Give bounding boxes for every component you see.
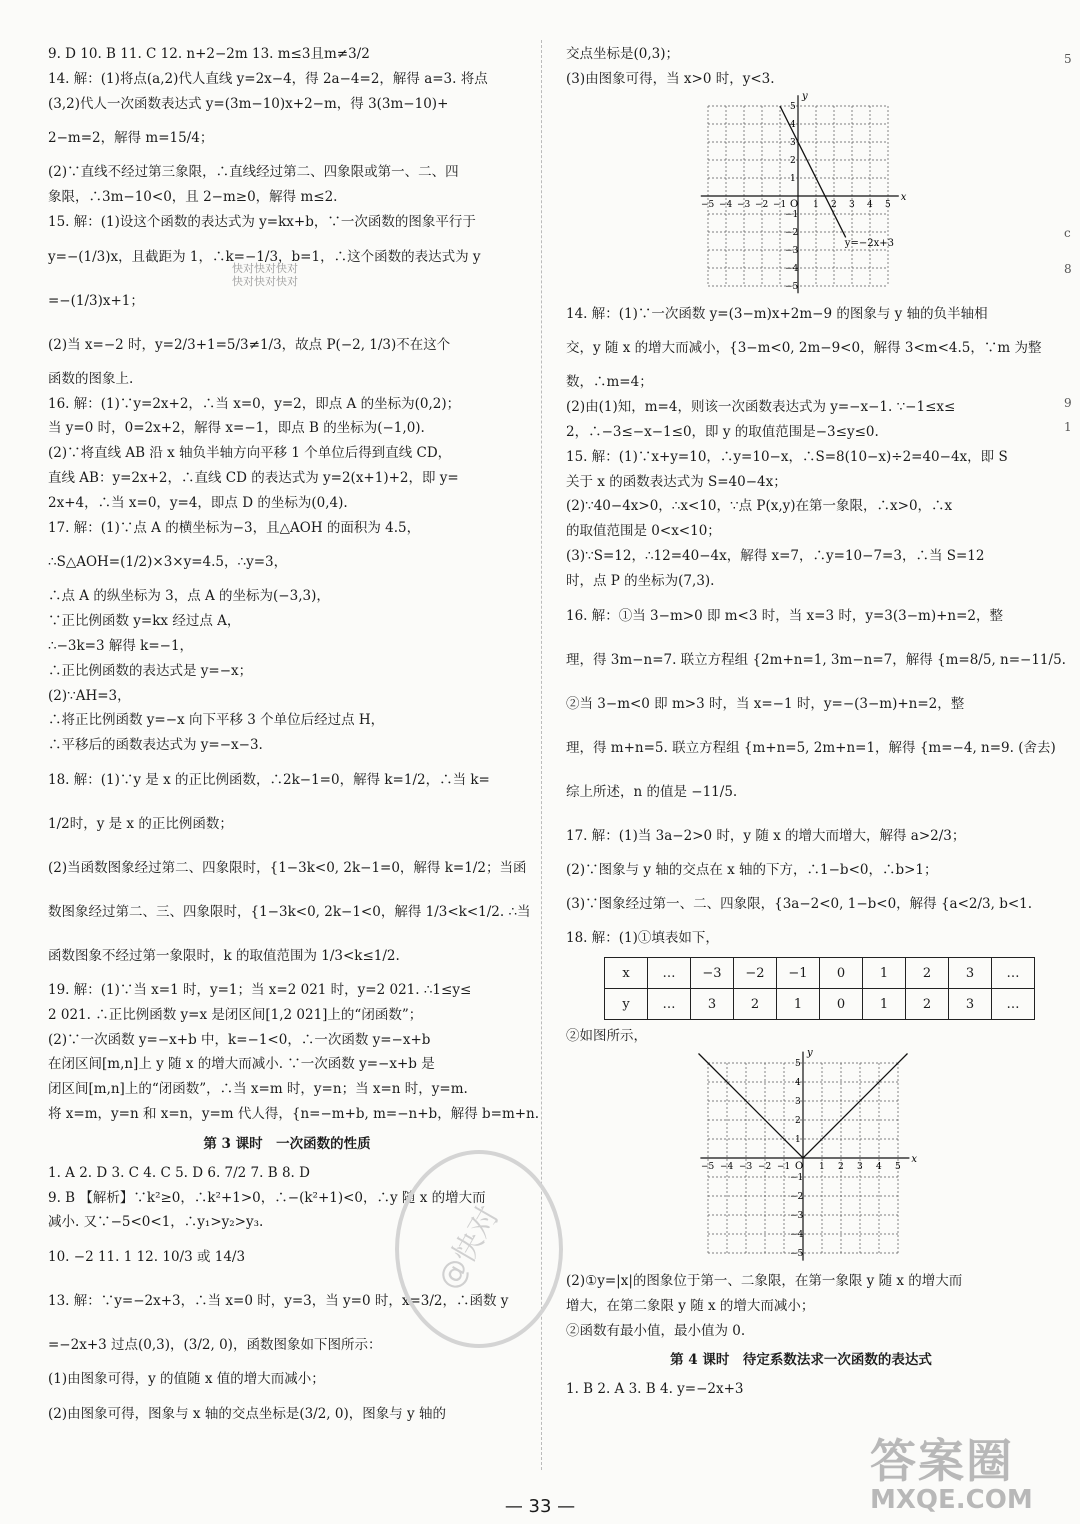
text-line: ∴平移后的函数表达式为 y=−x−3. <box>48 737 263 754</box>
text-line: ∵正比例函数 y=kx 经过点 A， <box>48 613 241 630</box>
y-axis-label: y <box>807 1047 813 1059</box>
text-line: (2)①y=|x|的图象位于第一、二象限，在第一象限 y 随 x 的增大而 <box>566 1272 963 1289</box>
x-tick-label: 3 <box>857 1161 863 1172</box>
x-tick-label: 1 <box>819 1161 825 1172</box>
text-line: 2−m=2，解得 m=15/4； <box>48 130 214 147</box>
text-line: 在闭区间[m,n]上 y 随 x 的增大而减小. ∵一次函数 y=−x+b 是 <box>48 1056 435 1073</box>
y-axis-label: y <box>802 90 808 102</box>
text-line: (2)∵图象与 y 轴的交点在 x 轴的下方，∴1−b<0，∴b>1； <box>566 861 938 878</box>
x-tick-label: 5 <box>885 199 891 210</box>
text-line: 当 y=0 时，0=2x+2，解得 x=−1，即点 B 的坐标为(−1,0). <box>48 420 425 437</box>
text-line: (2)∵直线不经过第三象限，∴直线经过第二、四象限或第一、二、四 <box>48 164 459 181</box>
text-line: (2)∵40−4x>0，∴x<10，∵点 P(x,y)在第一象限，∴x>0，∴x <box>566 498 953 515</box>
text-line: 理，得 m+n=5. 联立方程组 {m+n=5, 2m+n=1，解得 {m=−4, n=9. (舍去) <box>566 739 1056 756</box>
text-line: 闭区间[m,n]上的“闭函数”，∴当 x=m 时，y=n；当 x=n 时，y=m. <box>48 1081 468 1098</box>
line-label: y=−2x+3 <box>844 237 894 249</box>
text-line: 16. 解：(1)∵y=2x+2，∴当 x=0，y=2，即点 A 的坐标为(0,2)； <box>48 395 461 412</box>
text-line: 18. 解：(1)①填表如下， <box>566 930 719 947</box>
table-cell: 1 <box>863 989 906 1020</box>
x-tick-label: −4 <box>719 199 733 210</box>
edge-mark: 5 <box>1064 52 1072 66</box>
y-tick-label: 2 <box>790 155 796 166</box>
text-line: 增大，在第二象限 y 随 x 的增大而减小； <box>566 1297 815 1314</box>
x-axis-label: x <box>911 1153 918 1165</box>
y-tick-label: −1 <box>785 209 799 220</box>
text-line: 的取值范围是 0<x<10； <box>566 523 721 540</box>
text-line: 14. 解：(1)∵一次函数 y=(3−m)x+2m−9 的图象与 y 轴的负半轴相 <box>566 305 988 322</box>
text-line: (3)∵图象经过第一、二、四象限，{3a−2<0, 1−b<0，解得 {a<2/3, b<1. <box>566 896 1033 913</box>
text-line: 函数的图象上. <box>48 370 134 387</box>
y-tick-label: 5 <box>795 1058 801 1069</box>
edge-mark: c <box>1064 226 1071 240</box>
text-line: ∴正比例函数的表达式是 y=−x； <box>48 662 253 679</box>
text-line: (2)当函数图象经过第二、四象限时，{1−3k<0, 2k−1=0，解得 k=1/2；当函 <box>48 859 527 876</box>
table-cell: 2 <box>906 958 949 989</box>
logo-url: MXQE.COM <box>870 1485 1033 1515</box>
y-tick-label: 4 <box>790 119 796 130</box>
table-cell: … <box>648 958 691 989</box>
text-line: 交点坐标是(0,3)； <box>566 46 680 62</box>
table-cell: y <box>605 989 648 1020</box>
table-cell: −1 <box>777 958 820 989</box>
x-tick-label: −2 <box>755 199 769 210</box>
text-line: 15. 解：(1)设这个函数的表达式为 y=kx+b，∵一次函数的图象平行于 <box>48 213 476 230</box>
x-tick-label: 4 <box>876 1161 882 1172</box>
origin-label: O <box>795 1160 804 1172</box>
page-number: — 33 — <box>504 1496 576 1517</box>
text-line: 2x+4，∴当 x=0，y=4，即点 D 的坐标为(0,4). <box>48 494 348 511</box>
edge-mark: 8 <box>1064 262 1072 276</box>
text-line: 14. 解：(1)将点(a,2)代人直线 y=2x−4，得 2a−4=2，解得 a=3. 将点 <box>48 70 488 87</box>
text-line: ②当 3−m<0 即 m>3 时，当 x=−1 时，y=−(3−m)+n=2，整 <box>566 695 965 712</box>
y-tick-label: −5 <box>785 281 799 292</box>
x-tick-label: 2 <box>838 1161 844 1172</box>
y-tick-label: −4 <box>790 1229 804 1240</box>
y-tick-label: 5 <box>790 101 796 112</box>
x-tick-label: −1 <box>773 199 787 210</box>
y-tick-label: −1 <box>790 1172 804 1183</box>
x-tick-label: −3 <box>737 199 751 210</box>
left-column <box>48 42 540 1436</box>
x-tick-label: 1 <box>813 199 819 210</box>
text-line: 18. 解：(1)∵y 是 x 的正比例函数，∴2k−1=0，解得 k=1/2，∴当 k= <box>48 771 490 788</box>
table-cell: 3 <box>949 989 992 1020</box>
text-line: ∴将正比例函数 y=−x 向下平移 3 个单位后经过点 H， <box>48 712 385 729</box>
text-line: (2)∵一次函数 y=−x+b 中，k=−1<0，∴一次函数 y=−x+b <box>48 1031 431 1048</box>
values-table-wrap <box>604 957 1036 1020</box>
x-tick-label: 4 <box>867 199 873 210</box>
text-line: (3)∵S=12，∴12=40−4x，解得 x=7，∴y=10−7=3，∴当 S=12 <box>566 547 985 564</box>
y-tick-label: 1 <box>795 1134 801 1145</box>
watermark-text: 快对快对快对 <box>232 275 298 288</box>
text-line: 理，得 3m−n=7. 联立方程组 {2m+n=1, 3m−n=7，解得 {m=8/5, n=−11/5. <box>566 651 1066 668</box>
x-tick-label: −1 <box>777 1161 791 1172</box>
text-line: 9. D 10. B 11. C 12. n+2−2m 13. m≤3且m≠3/2 <box>48 46 370 62</box>
table-cell: 2 <box>906 989 949 1020</box>
table-cell: −3 <box>691 958 734 989</box>
text-line: (3,2)代人一次函数表达式 y=(3m−10)x+2−m，得 3(3m−10)+ <box>48 95 449 112</box>
text-line: ∴S△AOH=(1/2)×3×y=4.5，∴y=3， <box>48 554 288 571</box>
text-line: 交，y 随 x 的增大而减小，{3−m<0, 2m−9<0，解得 3<m<4.5，∵m 为整 <box>566 340 1042 357</box>
x-tick-label: −5 <box>701 199 715 210</box>
table-cell: 3 <box>949 958 992 989</box>
edge-mark: 1 <box>1064 420 1072 434</box>
table-row <box>605 989 1035 1020</box>
text-line: 直线 AB：y=2x+2，∴直线 CD 的表达式为 y=2(x+1)+2，即 y= <box>48 469 459 486</box>
watermark-text: 快对快对快对 <box>232 262 298 275</box>
text-line: 象限，∴3m−10<0，且 2−m≥0，解得 m≤2. <box>48 189 338 206</box>
origin-label: O <box>790 198 799 210</box>
table-cell: 3 <box>691 989 734 1020</box>
text-line: =−(1/3)x+1； <box>48 292 144 309</box>
x-tick-label: 3 <box>849 199 855 210</box>
text-line: =−2x+3 过点(0,3)，(3/2, 0)，函数图象如下图所示： <box>48 1337 382 1354</box>
text-line: 19. 解：(1)∵当 x=1 时，y=1；当 x=2 021 时，y=2 021. ∴1≤y≤ <box>48 981 472 998</box>
text-line: 2，∴−3≤−x−1≤0，即 y 的取值范围是−3≤y≤0. <box>566 423 879 440</box>
y-tick-label: −3 <box>785 245 799 256</box>
text-line: (2)当 x=−2 时，y=2/3+1=5/3≠1/3，故点 P(−2, 1/3)不在这个 <box>48 336 451 353</box>
text-line: (1)由图象可得，y 的值随 x 值的增大而减小； <box>48 1371 325 1388</box>
text-line: 综上所述，n 的值是 −11/5. <box>566 783 738 800</box>
table-cell: … <box>992 989 1035 1020</box>
table-cell: 0 <box>820 958 863 989</box>
x-tick-label: −2 <box>758 1161 772 1172</box>
column-divider <box>541 40 542 1470</box>
x-tick-label: −5 <box>701 1161 715 1172</box>
x-tick-label: 2 <box>831 199 837 210</box>
text-line: 减小. 又∵−5<0<1，∴y₁>y₂>y₃. <box>48 1214 264 1231</box>
text-line: 9. B 【解析】∵k²≥0，∴k²+1>0，∴−(k²+1)<0，∴y 随 x 的增大而 <box>48 1189 486 1206</box>
text-line: 关于 x 的函数表达式为 S=40−4x； <box>566 473 787 490</box>
y-tick-label: −2 <box>785 227 799 238</box>
text-line: 16. 解：①当 3−m>0 即 m<3 时，当 x=3 时，y=3(3−m)+n=2，整 <box>566 607 1003 624</box>
text-line: y=−(1/3)x，且截距为 1，∴k=−1/3，b=1，∴这个函数的表达式为 y <box>48 248 481 265</box>
y-tick-label: 4 <box>795 1077 801 1088</box>
text-line: 10. −2 11. 1 12. 10/3 或 14/3 <box>48 1249 246 1266</box>
text-line: (2)由(1)知，m=4，则该一次函数表达式为 y=−x−1. ∵−1≤x≤ <box>566 399 956 416</box>
text-line: 时，点 P 的坐标为(7,3). <box>566 572 715 589</box>
text-line: ②函数有最小值，最小值为 0. <box>566 1322 746 1339</box>
x-tick-label: 5 <box>895 1161 901 1172</box>
text-line: (2)由图象可得，图象与 x 轴的交点坐标是(3/2, 0)，图象与 y 轴的 <box>48 1405 446 1422</box>
text-line: ②如图所示， <box>566 1028 647 1045</box>
table-cell: 1 <box>863 958 906 989</box>
table-cell: −2 <box>734 958 777 989</box>
text-line: 数图象经过第二、三、四象限时，{1−3k<0, 2k−1<0，解得 1/3<k<1/2. ∴当 <box>48 903 531 920</box>
logo-title: 答案圈 <box>870 1434 1014 1488</box>
text-line: 2 021. ∴正比例函数 y=x 是闭区间[1,2 021]上的“闭函数”； <box>48 1006 423 1023</box>
table-row <box>605 958 1035 989</box>
text-line: 1. A 2. D 3. C 4. C 5. D 6. 7/2 7. B 8. D <box>48 1164 310 1181</box>
table-cell: 1 <box>777 989 820 1020</box>
text-line: 15. 解：(1)∵x+y=10，∴y=10−x，∴S=8(10−x)÷2=40−4x，即 S <box>566 448 1008 465</box>
table-cell: … <box>648 989 691 1020</box>
text-line: 将 x=m，y=n 和 x=n，y=m 代人得，{n=−m+b, m=−n+b，解得 b=m+n. <box>48 1105 540 1122</box>
text-line: (2)∵AH=3， <box>48 687 131 704</box>
y-tick-label: 2 <box>795 1115 801 1126</box>
y-tick-label: −4 <box>785 263 799 274</box>
y-tick-label: 1 <box>790 173 796 184</box>
y-tick-label: −3 <box>790 1210 804 1221</box>
graph-linear-function <box>698 90 907 296</box>
graph-absolute-value <box>698 1047 918 1263</box>
watermark-stamp-text: @快对 <box>431 1200 507 1296</box>
y-tick-label: 3 <box>790 137 796 148</box>
text-line: ∴−3k=3 解得 k=−1， <box>48 637 194 654</box>
text-line: 1. B 2. A 3. B 4. y=−2x+3 <box>566 1381 744 1398</box>
table-cell: … <box>992 958 1035 989</box>
right-column <box>566 42 1066 1402</box>
y-tick-label: −5 <box>790 1248 804 1259</box>
values-table <box>604 957 1035 1020</box>
edge-mark: 9 <box>1064 396 1072 410</box>
text-line: ∴点 A 的纵坐标为 3，点 A 的坐标为(−3,3)， <box>48 588 330 605</box>
y-tick-label: −2 <box>790 1191 804 1202</box>
y-tick-label: 3 <box>795 1096 801 1107</box>
table-cell: 2 <box>734 989 777 1020</box>
text-line: 数，∴m=4； <box>566 374 653 391</box>
text-line: 1/2时，y 是 x 的正比例函数； <box>48 815 233 832</box>
table-cell: 0 <box>820 989 863 1020</box>
x-tick-label: −4 <box>720 1161 734 1172</box>
text-line: 17. 解：(1)当 3a−2>0 时，y 随 x 的增大而增大，解得 a>2/3； <box>566 827 966 844</box>
text-line: 函数图象不经过第一象限时，k 的取值范围为 1/3<k≤1/2. <box>48 947 400 964</box>
text-line: 17. 解：(1)∵点 A 的横坐标为−3，且△AOH 的面积为 4.5， <box>48 519 421 536</box>
text-line: (2)∵将直线 AB 沿 x 轴负半轴方向平移 1 个单位后得到直线 CD， <box>48 445 452 462</box>
text-line: (3)由图象可得，当 x>0 时，y<3. <box>566 70 775 87</box>
section-title: 第 4 课时 待定系数法求一次函数的表达式 <box>670 1352 932 1369</box>
x-axis-label: x <box>900 191 907 203</box>
section-title: 第 3 课时 一次函数的性质 <box>203 1135 371 1152</box>
table-cell: x <box>605 958 648 989</box>
text-line: 13. 解：∵y=−2x+3，∴当 x=0 时，y=3，当 y=0 时，x=3/2，∴函数 y <box>48 1293 509 1310</box>
x-tick-label: −3 <box>739 1161 753 1172</box>
